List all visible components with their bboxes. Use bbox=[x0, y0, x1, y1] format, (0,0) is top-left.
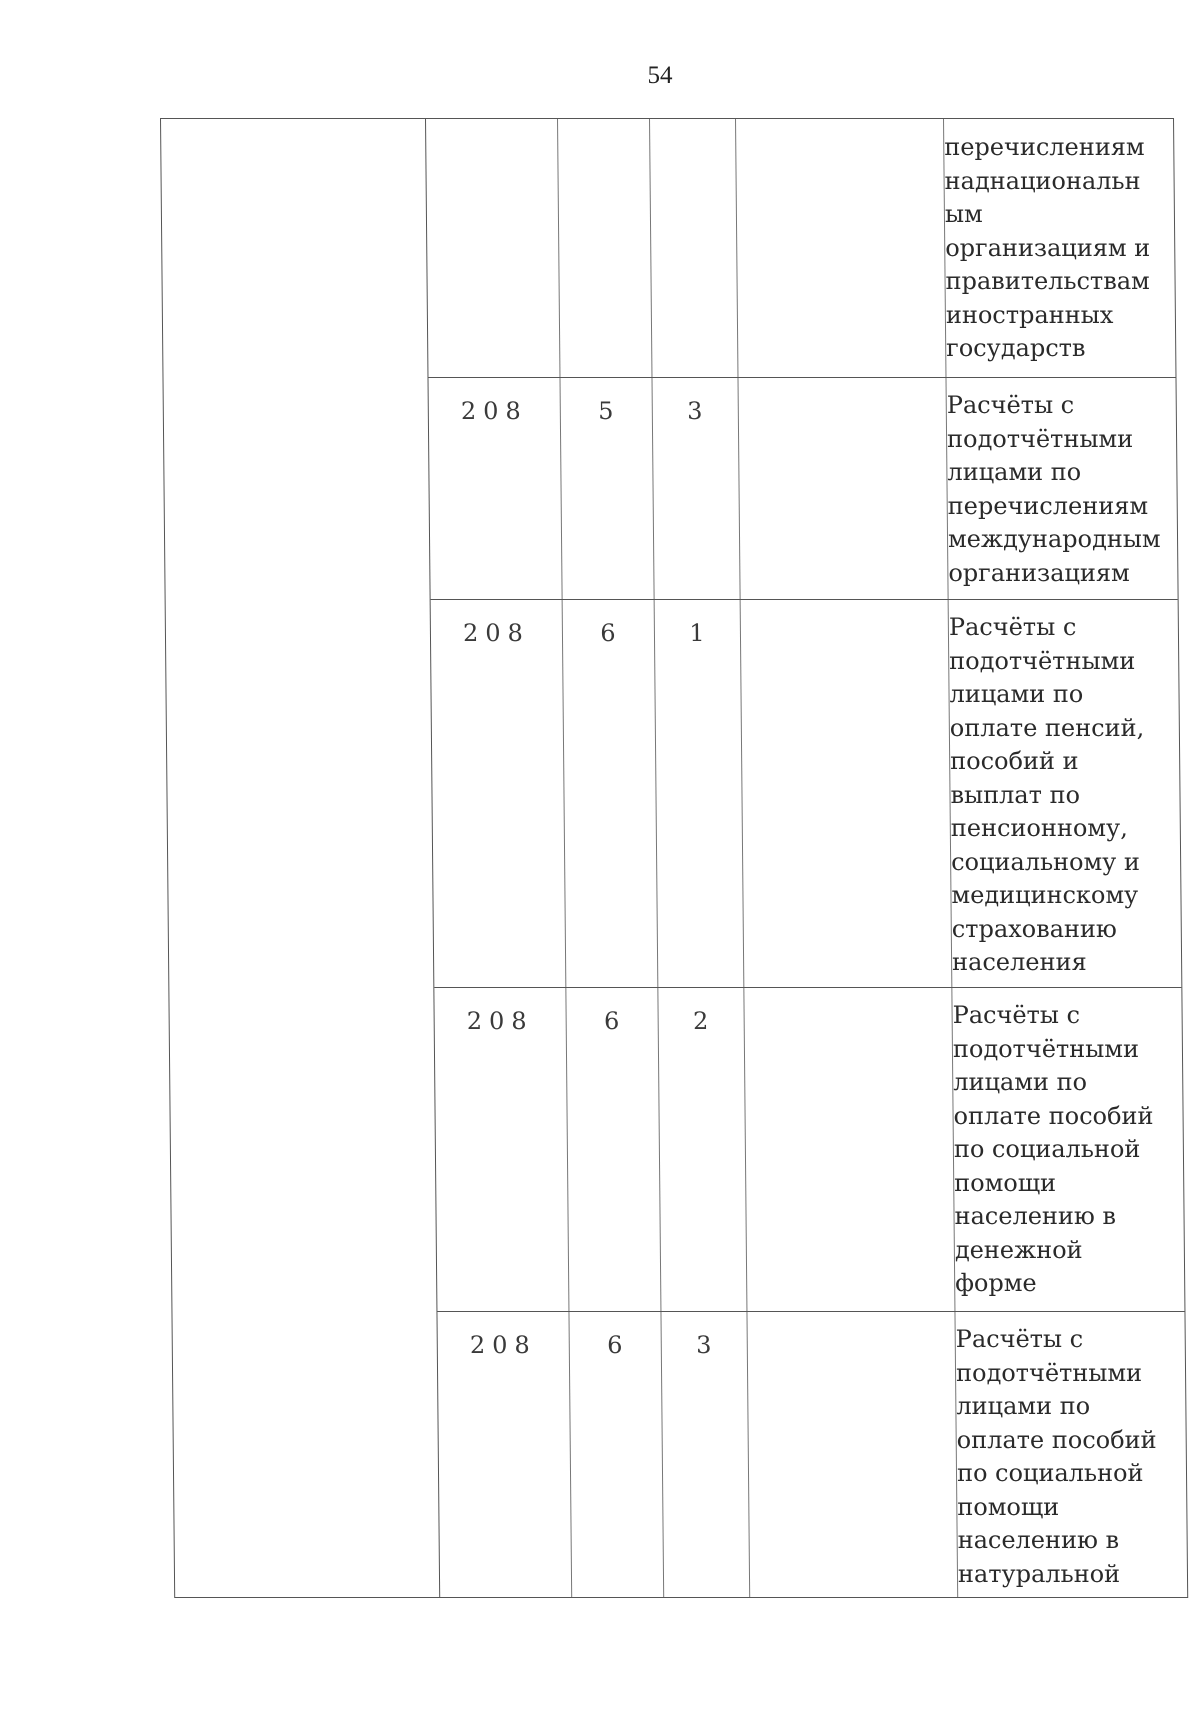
accounts-table bbox=[160, 118, 1188, 1598]
account-group: 5 bbox=[598, 397, 614, 425]
merged-left-cell bbox=[161, 119, 440, 1597]
account-code: 208 bbox=[466, 1007, 534, 1035]
account-subgroup: 3 bbox=[687, 397, 703, 425]
account-description: Расчёты с подотчётными лицами по оплате пенсий, пособий и выплат по пенсионному, социальному и медицинскому страхованию населения bbox=[948, 613, 1145, 976]
account-group: 6 bbox=[607, 1331, 623, 1359]
table-row bbox=[437, 1311, 1187, 1597]
account-description: Расчёты с подотчётными лицами по оплате пособий по социальной помощи населению в денежной форме bbox=[952, 1001, 1154, 1297]
account-group: 6 bbox=[600, 619, 616, 647]
account-code: 208 bbox=[460, 397, 528, 425]
table-row bbox=[431, 599, 1182, 988]
account-description: Расчёты с подотчётными лицами по оплате пособий по социальной помощи населению в натуральной bbox=[955, 1325, 1157, 1588]
account-subgroup: 2 bbox=[692, 1007, 709, 1035]
table-row bbox=[428, 377, 1177, 600]
page-number: 54 bbox=[647, 62, 673, 89]
account-code: 208 bbox=[462, 619, 530, 647]
account-description: Расчёты с подотчётными лицами по перечислениям международным организациям bbox=[946, 391, 1161, 587]
account-description: перечислениям наднациональн ым организациям и правительствам иностранных государств bbox=[944, 133, 1151, 362]
account-code: 208 bbox=[469, 1331, 537, 1359]
account-subgroup: 3 bbox=[696, 1331, 712, 1359]
account-group: 6 bbox=[603, 1007, 620, 1035]
account-subgroup: 1 bbox=[689, 619, 705, 647]
table-row bbox=[434, 987, 1184, 1312]
table-row bbox=[426, 119, 1175, 378]
